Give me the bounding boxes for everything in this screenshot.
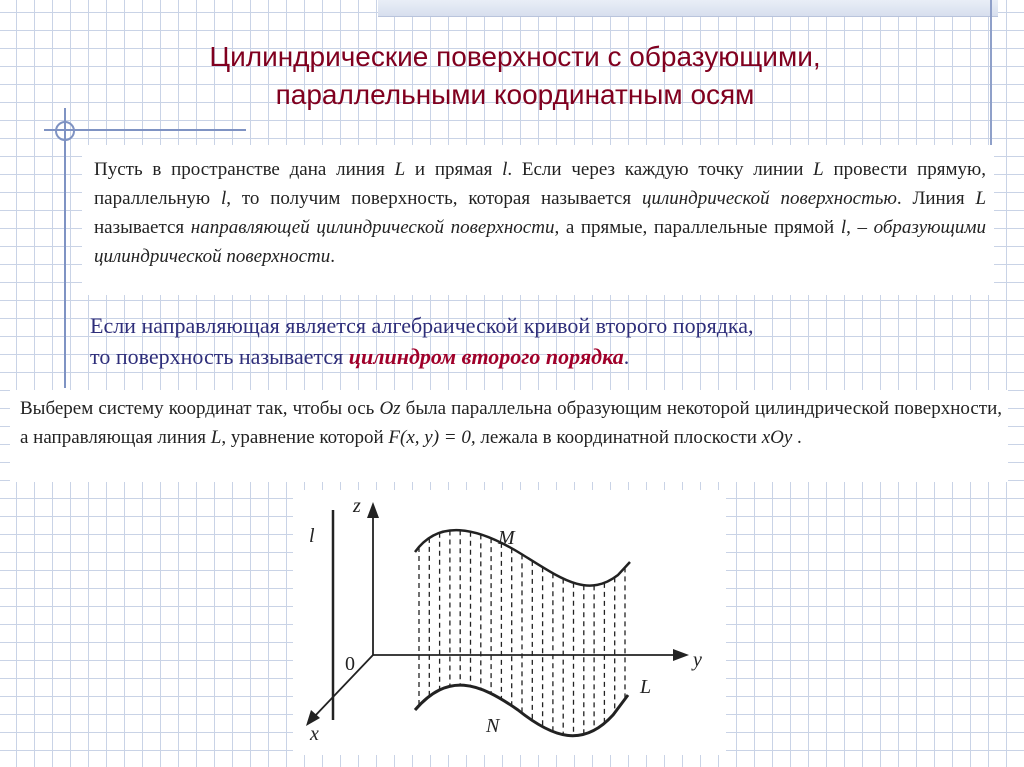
def-text: , то получим поверхность, которая называется (226, 188, 642, 209)
term-directrix: направляющей цилиндрической поверхности (190, 217, 555, 238)
def-text: . (330, 246, 335, 267)
cylinder-diagram (293, 490, 726, 755)
def-symbol-l: l (840, 217, 847, 238)
coord-plane-xOy: xOy (761, 427, 793, 448)
def-text: и прямая (405, 159, 503, 180)
decor-right-vertical-line (990, 0, 992, 150)
second-order-note (90, 310, 990, 372)
def-text: . Если через каждую точку линии (507, 159, 814, 180)
generators (419, 530, 625, 735)
def-symbol-L: L (394, 159, 406, 180)
slide-title (60, 38, 970, 114)
slide-top-bar (378, 0, 998, 17)
coordinate-choice-paragraph (10, 390, 1008, 452)
decor-ring (55, 121, 75, 141)
label-L: L (640, 676, 652, 698)
label-l: l (309, 525, 315, 547)
coord-axis-Oz: Oz (379, 398, 401, 419)
def-text: Пусть в пространстве дана линия (94, 159, 395, 180)
coord-text: , уравнение которой (221, 427, 389, 448)
title-line-1: Цилиндрические поверхности с образующими, (209, 41, 821, 72)
title-line-2: параллельными координатным осям (275, 79, 755, 110)
label-M: M (498, 527, 515, 549)
coord-text: лежала в координатной плоскости (475, 427, 762, 448)
coordinate-choice-box (10, 390, 1008, 482)
definition-paragraph (82, 145, 994, 271)
coord-equation: F(x, y) = 0, (388, 427, 476, 448)
term-generators: образующими цилиндрической поверхности (94, 217, 986, 267)
x-axis (313, 655, 373, 718)
label-N: N (486, 715, 500, 737)
label-z: z (353, 495, 361, 517)
coord-text: Выберем систему координат так, чтобы ось (20, 398, 380, 419)
def-text: провести прямую, параллельную (94, 159, 986, 209)
definition-box (82, 145, 994, 295)
coord-symbol-L: L (210, 427, 222, 448)
def-symbol-l: l (502, 159, 508, 180)
cylinder-figure (293, 490, 726, 755)
second-order-line-1: Если направляющая является алгебраической кривой второго порядка, (90, 313, 754, 338)
def-symbol-L: L (975, 188, 987, 209)
second-order-text: . (623, 344, 630, 369)
coord-text: . (792, 427, 802, 448)
y-axis-arrow (673, 649, 689, 661)
second-order-line-2 (90, 341, 990, 372)
second-order-term: цилиндром второго порядка (348, 344, 624, 369)
z-axis-arrow (367, 502, 379, 518)
def-text: называется (94, 217, 191, 238)
label-origin: 0 (345, 653, 355, 675)
second-order-text: то поверхность называется (90, 344, 349, 369)
label-y: y (693, 649, 702, 671)
coord-text: была параллельна образующим некоторой цилиндрической поверхности, а направляющая линия (20, 398, 1002, 448)
def-text: , – (846, 217, 874, 238)
def-symbol-L: L (813, 159, 824, 180)
decor-vertical-line (64, 108, 66, 388)
def-text: . Линия (896, 188, 976, 209)
def-text: , а прямые, параллельные прямой (554, 217, 841, 238)
label-x: x (310, 723, 319, 745)
term-cylindrical-surface: цилиндрической поверхностью (641, 188, 897, 209)
def-symbol-l: l (220, 188, 227, 209)
